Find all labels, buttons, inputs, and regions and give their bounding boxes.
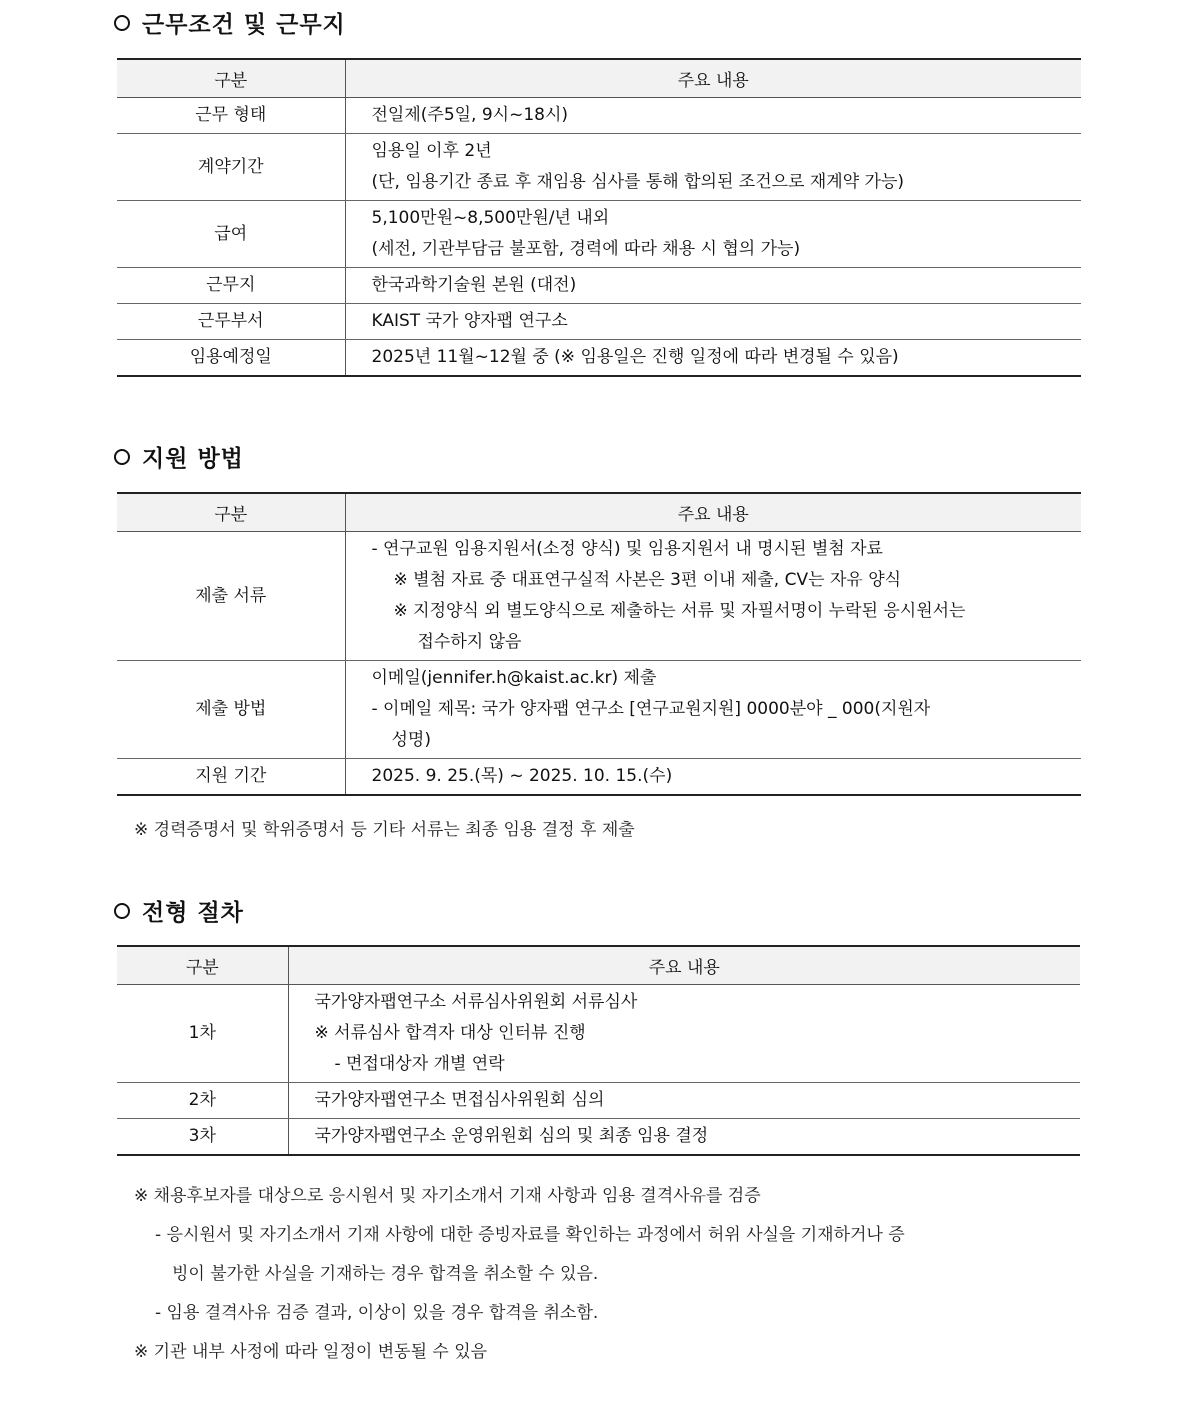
table-row	[117, 134, 1081, 201]
selection-procedure-table	[117, 945, 1080, 1156]
content-line: 2025년 11월~12월 중 (※ 임용일은 진행 일정에 따라 변경될 수 있음)	[371, 347, 899, 367]
row-content	[345, 304, 1081, 340]
table-row	[117, 98, 1081, 134]
section-title-selection-procedure: 전형 절차	[114, 894, 244, 927]
content-line: (세전, 기관부담금 불포함, 경력에 따라 채용 시 협의 가능)	[371, 239, 801, 259]
row-label: 근무 형태	[117, 98, 345, 134]
row-label: 계약기간	[117, 134, 345, 201]
row-label: 3차	[117, 1119, 288, 1156]
row-label: 근무지	[117, 268, 345, 304]
content-line: 임용일 이후 2년	[371, 141, 492, 161]
content-line: 이메일(jennifer.h@kaist.ac.kr) 제출	[371, 668, 657, 688]
row-label: 지원 기간	[117, 759, 345, 796]
row-label: 1차	[117, 985, 288, 1083]
table-row	[117, 985, 1080, 1083]
table-row	[117, 268, 1081, 304]
content-line: KAIST 국가 양자팹 연구소	[371, 311, 568, 331]
row-content	[288, 1119, 1080, 1156]
row-label: 제출 방법	[117, 661, 345, 759]
content-line: ※ 지정양식 외 별도양식으로 제출하는 서류 및 자필서명이 누락된 응시원서는	[393, 601, 966, 621]
table-row	[117, 532, 1081, 661]
row-label: 제출 서류	[117, 532, 345, 661]
content-line: 국가양자팹연구소 운영위원회 심의 및 최종 임용 결정	[314, 1126, 709, 1146]
table-row	[117, 304, 1081, 340]
row-content	[345, 759, 1081, 796]
header-content: 주요 내용	[345, 493, 1081, 532]
row-content	[288, 985, 1080, 1083]
row-content	[345, 268, 1081, 304]
circle-bullet-icon	[114, 15, 130, 31]
section-title-work-conditions: 근무조건 및 근무지	[114, 6, 346, 39]
work-conditions-table	[117, 58, 1081, 377]
content-line: 한국과학기술원 본원 (대전)	[371, 275, 577, 295]
row-content	[345, 340, 1081, 377]
row-label: 근무부서	[117, 304, 345, 340]
header-content: 주요 내용	[288, 946, 1080, 985]
table-row	[117, 340, 1081, 377]
application-method-table	[117, 492, 1081, 796]
row-content	[345, 661, 1081, 759]
row-content	[288, 1083, 1080, 1119]
verification-note-detail-cont: 빙이 불가한 사실을 기재하는 경우 합격을 취소할 수 있음.	[172, 1264, 599, 1284]
row-label: 급여	[117, 201, 345, 268]
header-content: 주요 내용	[345, 59, 1081, 98]
row-label: 임용예정일	[117, 340, 345, 377]
table-row	[117, 759, 1081, 796]
content-line: 전일제(주5일, 9시~18시)	[371, 105, 569, 125]
section-title-application-method: 지원 방법	[114, 440, 244, 473]
circle-bullet-icon	[114, 903, 130, 919]
documents-note: ※ 경력증명서 및 학위증명서 등 기타 서류는 최종 임용 결정 후 제출	[134, 820, 635, 840]
header-category: 구분	[117, 59, 345, 98]
circle-bullet-icon	[114, 449, 130, 465]
row-content	[345, 98, 1081, 134]
table-row	[117, 201, 1081, 268]
row-content	[345, 532, 1081, 661]
table-row	[117, 1119, 1080, 1156]
content-line: (단, 임용기간 종료 후 재임용 심사를 통해 합의된 조건으로 재계약 가능)	[371, 172, 905, 192]
verification-note-detail: - 응시원서 및 자기소개서 기재 사항에 대한 증빙자료를 확인하는 과정에서 허위 사실을 기재하거나 증	[155, 1225, 905, 1245]
content-line: ※ 서류심사 합격자 대상 인터뷰 진행	[314, 1023, 586, 1043]
disqualification-note: - 임용 결격사유 검증 결과, 이상이 있을 경우 합격을 취소함.	[155, 1303, 599, 1323]
content-line: - 연구교원 임용지원서(소정 양식) 및 임용지원서 내 명시된 별첨 자료	[371, 539, 883, 559]
content-line: 국가양자팹연구소 면접심사위원회 심의	[314, 1090, 605, 1110]
row-label: 2차	[117, 1083, 288, 1119]
content-line: - 면접대상자 개별 연락	[334, 1054, 505, 1074]
content-line: ※ 별첨 자료 중 대표연구실적 사본은 3편 이내 제출, CV는 자유 양식	[393, 570, 902, 590]
content-line: 2025. 9. 25.(목) ~ 2025. 10. 15.(수)	[371, 766, 673, 786]
verification-note: ※ 채용후보자를 대상으로 응시원서 및 자기소개서 기재 사항과 임용 결격사유를 검증	[134, 1186, 761, 1206]
row-content	[345, 201, 1081, 268]
header-category: 구분	[117, 493, 345, 532]
table-row	[117, 661, 1081, 759]
row-content	[345, 134, 1081, 201]
content-line: 접수하지 않음	[417, 632, 522, 652]
schedule-change-note: ※ 기관 내부 사정에 따라 일정이 변동될 수 있음	[134, 1342, 488, 1362]
header-category: 구분	[117, 946, 288, 985]
content-line: 국가양자팹연구소 서류심사위원회 서류심사	[314, 992, 638, 1012]
content-line: - 이메일 제목: 국가 양자팹 연구소 [연구교원지원] 0000분야 _ 000(지원자	[371, 699, 931, 719]
table-row	[117, 1083, 1080, 1119]
content-line: 성명)	[391, 730, 431, 750]
content-line: 5,100만원~8,500만원/년 내외	[371, 208, 610, 228]
